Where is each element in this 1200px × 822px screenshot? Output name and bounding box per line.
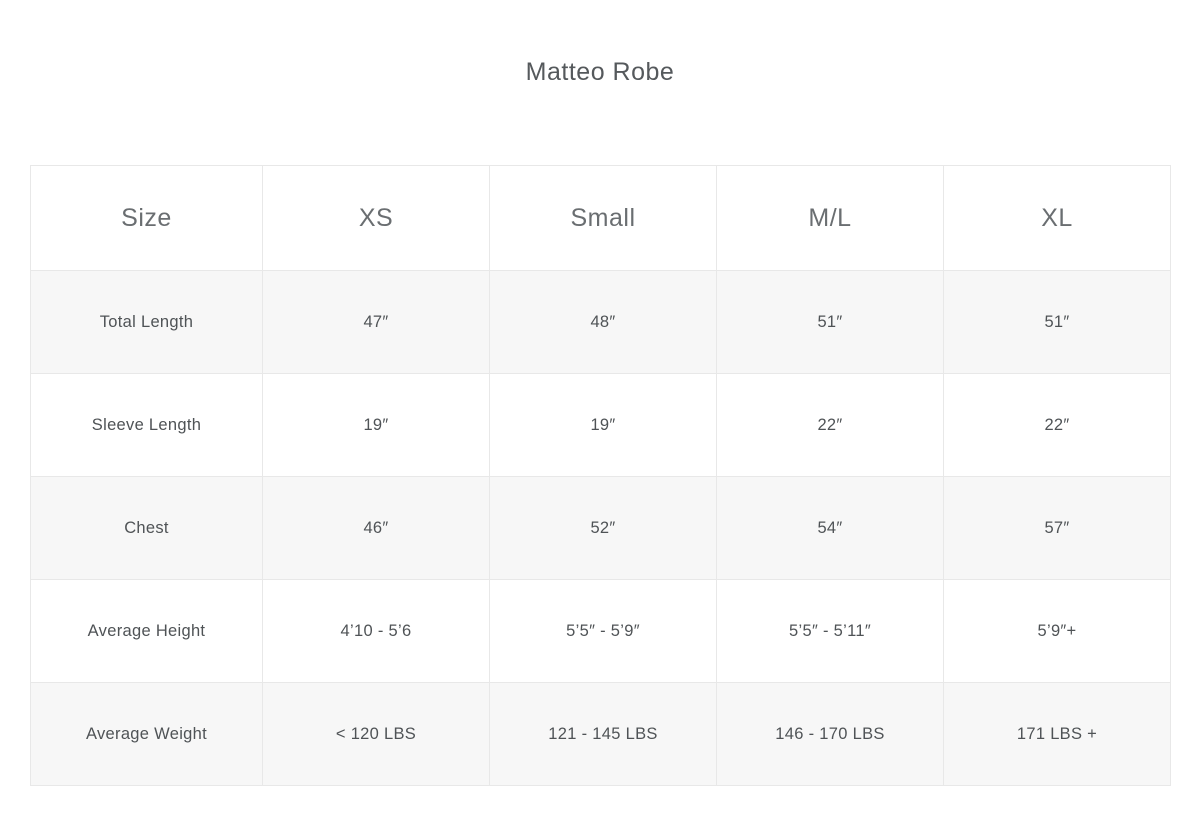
cell-sleeve-length-xs: 19″: [263, 374, 490, 477]
header-row: [31, 166, 1171, 271]
column-header-size: Size: [31, 166, 263, 271]
table-row: [31, 477, 1171, 580]
row-label-average-height: Average Height: [31, 580, 263, 683]
table-header: [31, 166, 1171, 271]
row-label-sleeve-length: Sleeve Length: [31, 374, 263, 477]
cell-chest-ml: 54″: [717, 477, 944, 580]
table-row: [31, 374, 1171, 477]
column-header-small: Small: [490, 166, 717, 271]
cell-sleeve-length-xl: 22″: [944, 374, 1171, 477]
cell-total-length-small: 48″: [490, 271, 717, 374]
cell-total-length-ml: 51″: [717, 271, 944, 374]
cell-average-height-xl: 5’9″+: [944, 580, 1171, 683]
cell-average-height-small: 5’5″ - 5’9″: [490, 580, 717, 683]
cell-sleeve-length-small: 19″: [490, 374, 717, 477]
column-header-xl: XL: [944, 166, 1171, 271]
cell-average-weight-ml: 146 - 170 LBS: [717, 683, 944, 786]
cell-average-weight-xs: < 120 LBS: [263, 683, 490, 786]
cell-average-weight-small: 121 - 145 LBS: [490, 683, 717, 786]
cell-chest-small: 52″: [490, 477, 717, 580]
size-chart-table: [30, 165, 1171, 786]
row-label-chest: Chest: [31, 477, 263, 580]
size-chart-container: [30, 165, 1170, 786]
table-row: [31, 580, 1171, 683]
cell-average-height-ml: 5’5″ - 5’11″: [717, 580, 944, 683]
cell-average-height-xs: 4’10 - 5’6: [263, 580, 490, 683]
cell-chest-xl: 57″: [944, 477, 1171, 580]
table-row: [31, 271, 1171, 374]
cell-average-weight-xl: 171 LBS +: [944, 683, 1171, 786]
column-header-ml: M/L: [717, 166, 944, 271]
cell-total-length-xs: 47″: [263, 271, 490, 374]
cell-chest-xs: 46″: [263, 477, 490, 580]
row-label-average-weight: Average Weight: [31, 683, 263, 786]
page-title: Matteo Robe: [525, 58, 675, 86]
cell-total-length-xl: 51″: [944, 271, 1171, 374]
column-header-xs: XS: [263, 166, 490, 271]
cell-sleeve-length-ml: 22″: [717, 374, 944, 477]
table-row: [31, 683, 1171, 786]
row-label-total-length: Total Length: [31, 271, 263, 374]
table-body: [31, 271, 1171, 786]
